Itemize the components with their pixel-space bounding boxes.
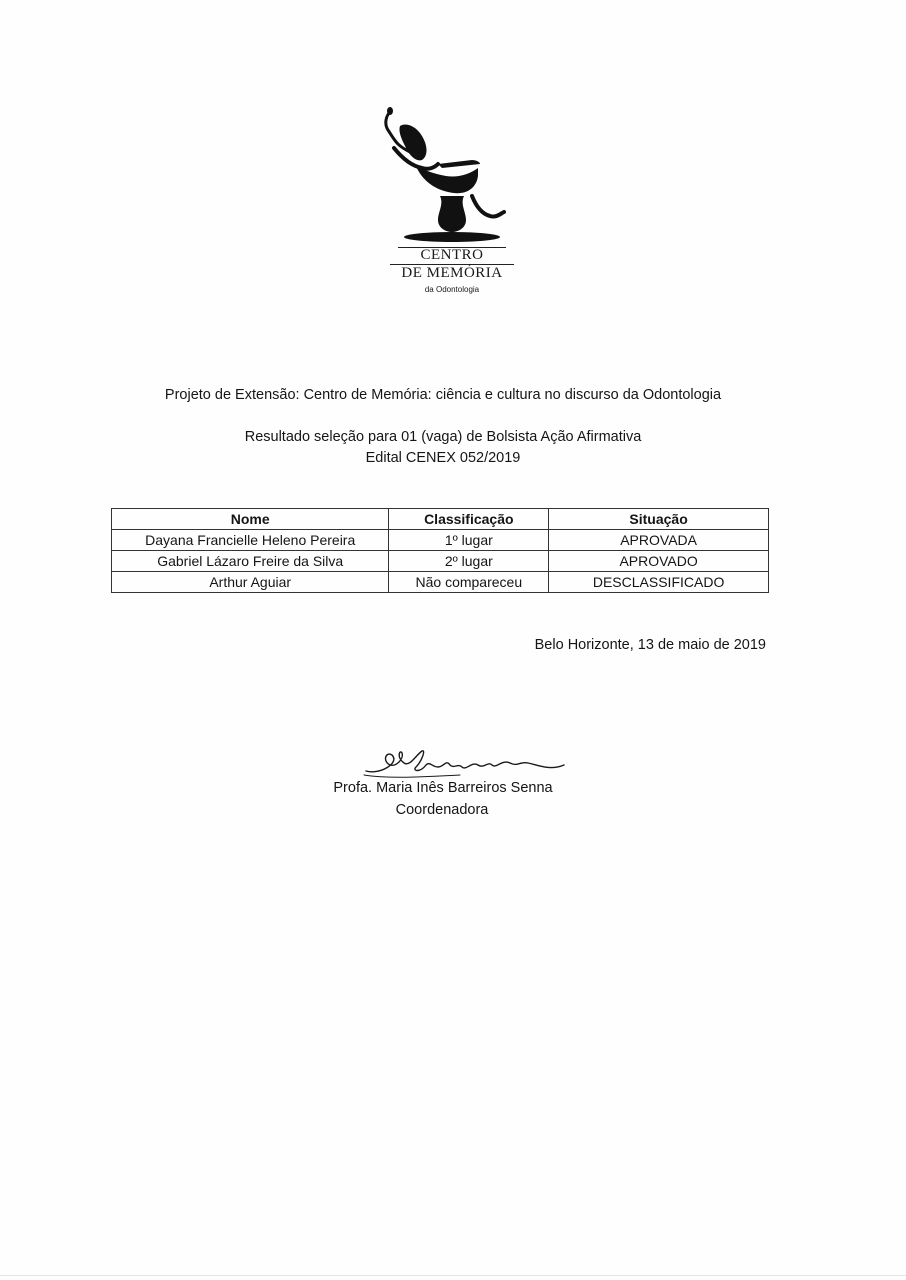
cell-classification: Não compareceu xyxy=(389,572,549,593)
signer-role: Coordenadora xyxy=(395,802,489,818)
page-bottom-edge xyxy=(0,1275,906,1276)
table-row xyxy=(112,530,769,551)
results-table xyxy=(111,508,769,593)
cell-classification: 2º lugar xyxy=(389,551,549,572)
signer-name: Profa. Maria Inês Barreiros Senna xyxy=(333,780,553,796)
result-title: Resultado seleção para 01 (vaga) de Bolsista Ação Afirmativa xyxy=(244,429,642,445)
cell-classification: 1º lugar xyxy=(389,530,549,551)
handwritten-signature xyxy=(360,745,570,781)
header-nome: Nome xyxy=(112,509,389,530)
logo-line-centro: CENTRO xyxy=(420,247,484,263)
table-header-row xyxy=(112,509,769,530)
header-situacao: Situação xyxy=(549,509,769,530)
header-classificacao: Classificação xyxy=(389,509,549,530)
table-row xyxy=(112,551,769,572)
cell-status: DESCLASSIFICADO xyxy=(549,572,769,593)
cell-status: APROVADO xyxy=(549,551,769,572)
table-row xyxy=(112,572,769,593)
logo-line-odontologia: da Odontologia xyxy=(424,285,480,294)
edital-title: Edital CENEX 052/2019 xyxy=(365,450,521,466)
cell-name: Arthur Aguiar xyxy=(112,572,389,593)
centro-memoria-logo xyxy=(372,104,532,300)
document-date: Belo Horizonte, 13 de maio de 2019 xyxy=(534,637,766,653)
logo-line-memoria: DE MEMÓRIA xyxy=(401,265,503,281)
cell-name: Gabriel Lázaro Freire da Silva xyxy=(112,551,389,572)
project-title: Projeto de Extensão: Centro de Memória: ciência e cultura no discurso da Odontologia xyxy=(164,387,722,403)
dental-chair-icon xyxy=(372,104,532,244)
cell-status: APROVADA xyxy=(549,530,769,551)
cell-name: Dayana Francielle Heleno Pereira xyxy=(112,530,389,551)
